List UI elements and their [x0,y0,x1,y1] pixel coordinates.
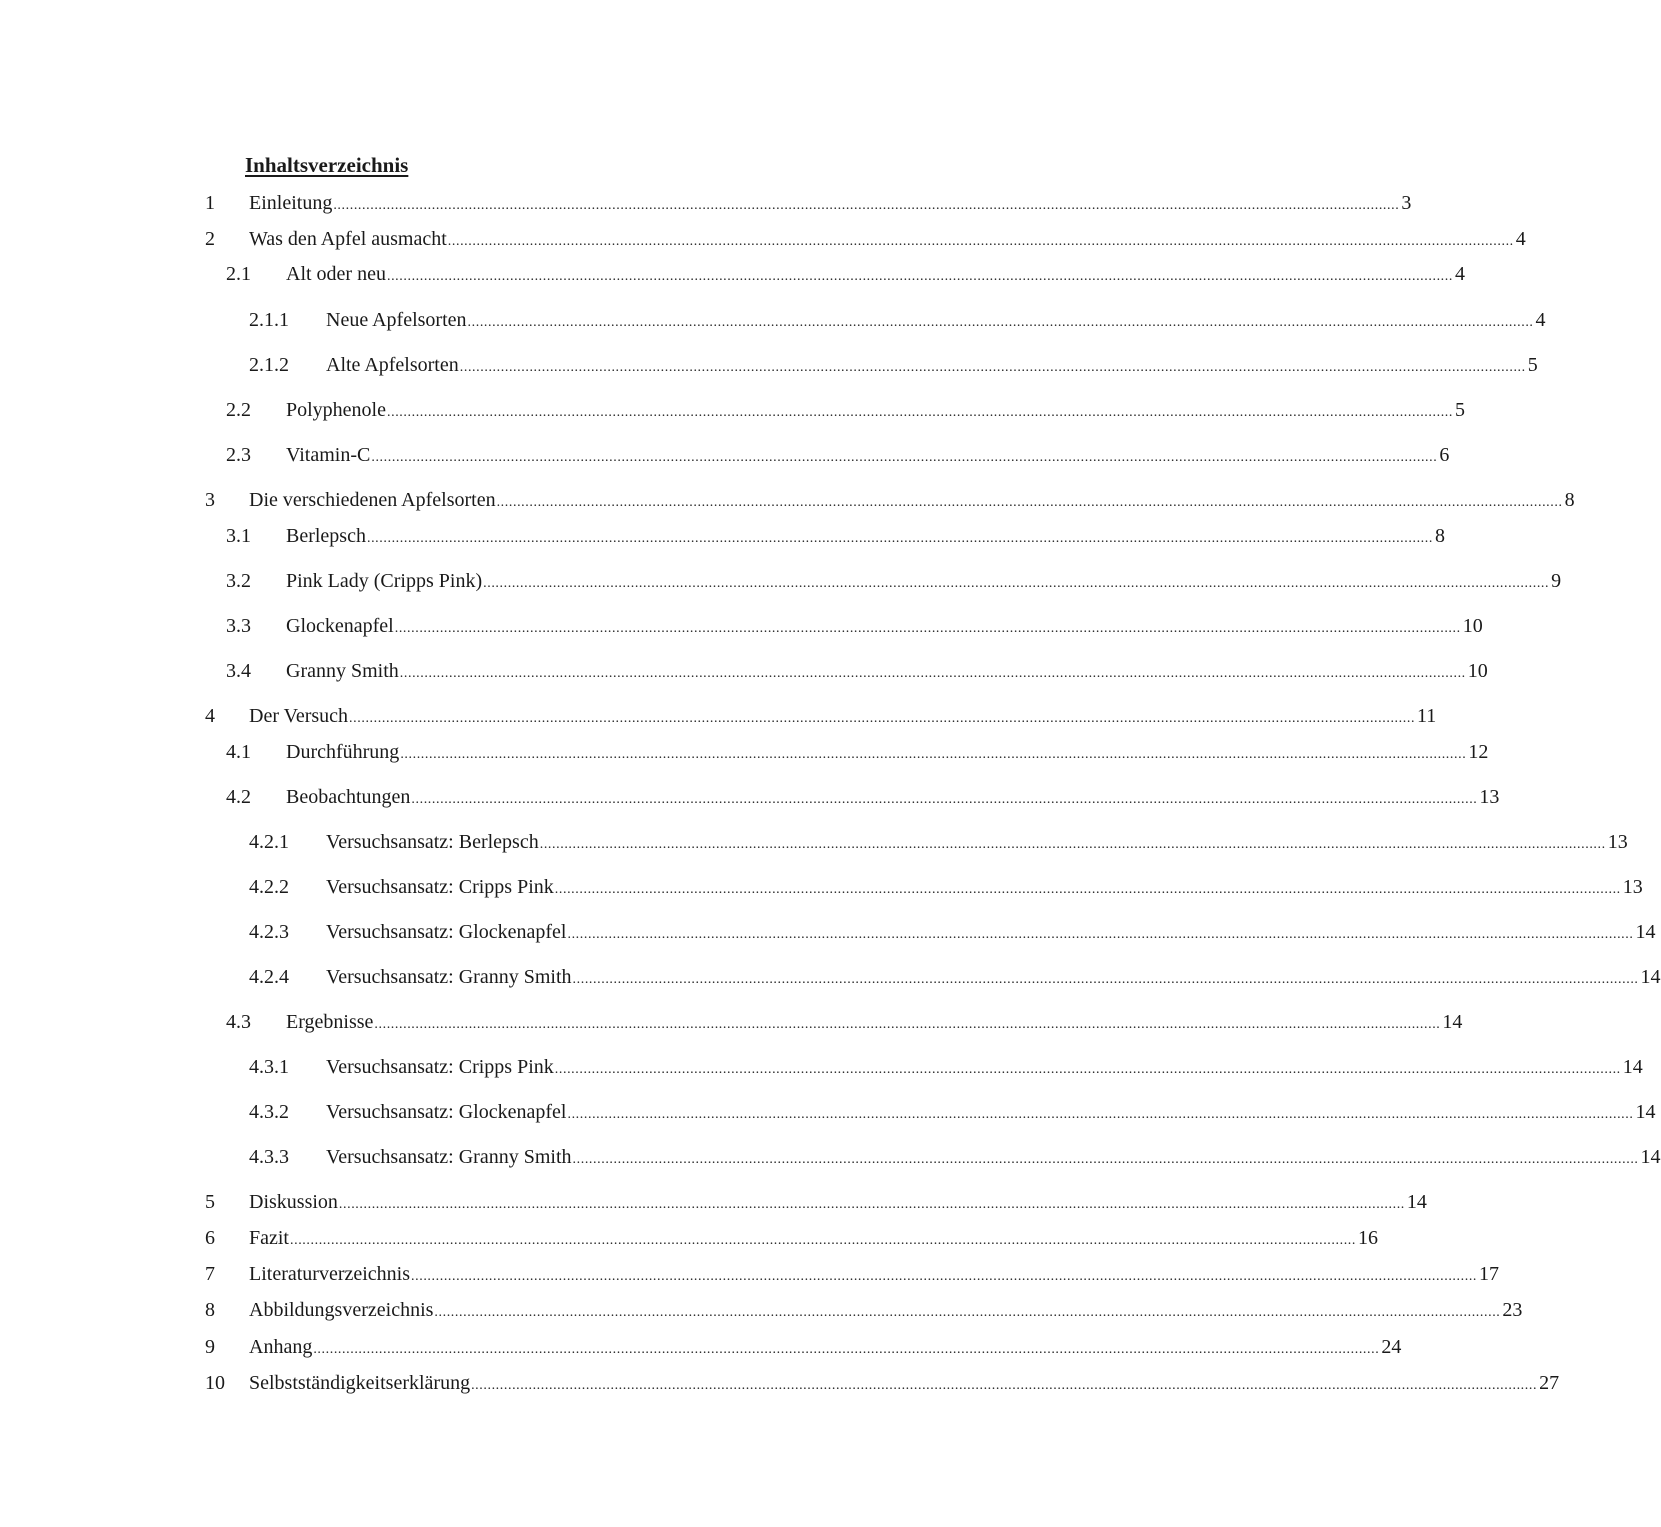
dot-leader: .................................................................................................................................................................................................................................................................... [290,1233,1356,1248]
toc-entry-title[interactable]: Berlepsch [286,525,366,547]
toc-entry-number: 2 [205,228,215,250]
toc-entry-number: 2.3 [226,444,251,466]
toc-entry-number: 4.2.1 [249,831,289,853]
toc-entry-title[interactable]: Granny Smith [286,660,399,682]
toc-entry-number: 7 [205,1263,215,1285]
toc-entry-title[interactable]: Diskussion [249,1191,338,1213]
toc-entry-line [249,1224,1378,1255]
toc-entry-page: 6 [1439,444,1450,466]
toc-entry-page: 23 [1502,1299,1523,1321]
toc-entry-number: 3.3 [226,615,251,637]
toc-entry-line [286,783,1500,814]
toc-entry-page: 17 [1479,1263,1500,1285]
toc-entry-line [249,702,1437,733]
toc-entry-number: 4.3.3 [249,1146,289,1168]
toc-entry[interactable] [0,1143,1661,1171]
toc-entry-line [249,486,1575,517]
toc-entry-title[interactable]: Anhang [249,1336,313,1358]
toc-entry-title[interactable]: Durchführung [286,741,400,763]
toc-entry-title[interactable]: Polyphenole [286,399,386,421]
toc-entry[interactable] [0,657,1488,685]
dot-leader: .................................................................................................................................................................................................................................................................... [386,269,1453,284]
toc-entry[interactable] [0,189,1412,217]
toc-entry-page: 16 [1358,1227,1378,1249]
dot-leader: .................................................................................................................................................................................................................................................................... [567,1107,1634,1122]
toc-entry-page: 4 [1454,263,1465,285]
toc-entry[interactable] [0,783,1500,811]
dot-leader: .................................................................................................................................................................................................................................................................... [434,1305,1501,1320]
toc-entry-line [326,828,1628,859]
toc-entry-line [286,612,1483,643]
toc-entry-line [286,396,1465,427]
toc-entry-number: 2.1 [226,263,251,285]
toc-entry-title[interactable]: Literaturverzeichnis [249,1263,411,1285]
toc-entry-line [249,1260,1500,1291]
dot-leader: .................................................................................................................................................................................................................................................................... [554,882,1621,897]
toc-entry-page: 13 [1622,876,1643,898]
dot-leader: .................................................................................................................................................................................................................................................................... [539,837,1606,852]
toc-entry[interactable] [0,702,1437,730]
toc-entry-line [249,189,1412,220]
toc-entry-title[interactable]: Vitamin-C [286,444,371,466]
toc-entry-page: 8 [1564,489,1575,511]
toc-entry-title[interactable]: Die verschiedenen Apfelsorten [249,489,496,511]
toc-entry-number: 4.2.3 [249,921,289,943]
toc-entry-line [286,441,1450,472]
toc-entry-title[interactable]: Alt oder neu [286,263,386,285]
toc-entry[interactable] [0,1224,1378,1252]
toc-entry-page: 4 [1535,309,1546,331]
dot-leader: .................................................................................................................................................................................................................................................................... [400,747,1467,762]
toc-entry-page: 24 [1381,1336,1402,1358]
toc-entry-line [286,1008,1463,1039]
toc-entry-page: 14 [1635,1101,1656,1123]
toc-entry[interactable] [0,873,1643,901]
toc-entry[interactable] [0,522,1445,550]
toc-entry-number: 3 [205,489,215,511]
toc-entry[interactable] [0,1260,1500,1288]
toc-entry-page: 14 [1406,1191,1427,1213]
toc-entry-line [326,306,1546,337]
toc-entry-page: 13 [1607,831,1628,853]
toc-title: Inhaltsverzeichnis [245,153,409,177]
toc-entry[interactable] [0,1333,1402,1361]
dot-leader: .................................................................................................................................................................................................................................................................... [411,792,1478,807]
dot-leader: .................................................................................................................................................................................................................................................................... [371,450,1438,465]
toc-entry-page: 14 [1635,921,1656,943]
toc-entry-title[interactable]: Ergebnisse [286,1011,374,1033]
toc-entry-line [286,260,1465,291]
toc-entry-page: 9 [1551,570,1562,592]
toc-entry-title[interactable]: Versuchsansatz: Cripps Pink [326,876,554,898]
toc-entry[interactable] [0,918,1656,946]
toc-entry-title[interactable]: Versuchsansatz: Berlepsch [326,831,539,853]
dot-leader: .................................................................................................................................................................................................................................................................... [349,711,1416,726]
toc-entry-page: 10 [1462,615,1483,637]
toc-entry-number: 4.2.2 [249,876,289,898]
toc-entry-number: 4.3 [226,1011,251,1033]
toc-entry[interactable] [0,567,1562,595]
toc-entry-page: 4 [1515,228,1526,250]
dot-leader: .................................................................................................................................................................................................................................................................... [366,531,1433,546]
toc-entry-page: 8 [1434,525,1445,547]
toc-entry-number: 4.2 [226,786,251,808]
toc-entry-number: 3.2 [226,570,251,592]
toc-entry-line [249,1333,1402,1364]
toc-entry-line [249,1369,1560,1400]
toc-entry-line [286,738,1489,769]
toc-entry-line [249,225,1526,256]
toc-entry[interactable] [0,351,1538,379]
toc-entry[interactable] [0,260,1465,288]
toc-entry[interactable] [0,486,1575,514]
toc-entry-line [326,873,1643,904]
toc-entry-number: 3.1 [226,525,251,547]
toc-entry[interactable] [0,225,1526,253]
dot-leader: .................................................................................................................................................................................................................................................................... [333,198,1400,213]
toc-entry[interactable] [0,738,1489,766]
dot-leader: .................................................................................................................................................................................................................................................................... [471,1378,1538,1393]
toc-entry-title[interactable]: Was den Apfel ausmacht [249,228,447,250]
dot-leader: .................................................................................................................................................................................................................................................................... [572,1152,1639,1167]
dot-leader: .................................................................................................................................................................................................................................................................... [338,1197,1405,1212]
dot-leader: .................................................................................................................................................................................................................................................................... [411,1269,1478,1284]
toc-entry-page: 13 [1479,786,1500,808]
toc-entry-page: 14 [1640,1146,1661,1168]
toc-entry-title[interactable]: Der Versuch [249,705,349,727]
dot-leader: .................................................................................................................................................................................................................................................................... [374,1017,1441,1032]
dot-leader: .................................................................................................................................................................................................................................................................... [399,666,1466,681]
toc-entry[interactable] [0,306,1546,334]
toc-entry-number: 1 [205,192,215,214]
toc-entry-title[interactable]: Pink Lady (Cripps Pink) [286,570,483,592]
dot-leader: .................................................................................................................................................................................................................................................................... [459,360,1526,375]
toc-entry-number: 5 [205,1191,215,1213]
toc-entry-line [326,351,1538,382]
toc-entry-number: 4.2.4 [249,966,289,988]
dot-leader: .................................................................................................................................................................................................................................................................... [387,405,1453,420]
toc-entry-page: 11 [1417,705,1437,727]
toc-entry-number: 3.4 [226,660,251,682]
toc-entry[interactable] [0,396,1465,424]
toc-entry-line [249,1296,1523,1327]
toc-entry-title[interactable]: Alte Apfelsorten [326,354,459,376]
toc-entry-line [249,1188,1427,1219]
toc-entry-title[interactable]: Versuchsansatz: Granny Smith [326,1146,572,1168]
dot-leader: .................................................................................................................................................................................................................................................................... [313,1342,1380,1357]
toc-entry-title[interactable]: Beobachtungen [286,786,411,808]
toc-entry-number: 8 [205,1299,215,1321]
toc-entry-line [286,567,1562,598]
toc-entry-title[interactable]: Selbstständigkeitserklärung [249,1372,471,1394]
toc-entry-page: 14 [1640,966,1661,988]
toc-entry-page: 5 [1527,354,1538,376]
toc-entry-page: 14 [1622,1056,1643,1078]
dot-leader: .................................................................................................................................................................................................................................................................... [572,972,1639,987]
toc-entry-title[interactable]: Glockenapfel [286,615,394,637]
dot-leader: .................................................................................................................................................................................................................................................................... [394,621,1461,636]
dot-leader: .................................................................................................................................................................................................................................................................... [447,234,1514,249]
toc-entry-title[interactable]: Abbildungsverzeichnis [249,1299,434,1321]
toc-entry[interactable] [0,1053,1643,1081]
dot-leader: .................................................................................................................................................................................................................................................................... [483,576,1550,591]
toc-entry-title[interactable]: Versuchsansatz: Glockenapfel [326,921,567,943]
toc-entry[interactable] [0,1369,1560,1397]
toc-entry-title[interactable]: Versuchsansatz: Glockenapfel [326,1101,567,1123]
toc-entry-page: 3 [1401,192,1412,214]
toc-entry-number: 4.3.1 [249,1056,289,1078]
dot-leader: .................................................................................................................................................................................................................................................................... [567,927,1634,942]
toc-entry-line [326,1098,1656,1129]
dot-leader: .................................................................................................................................................................................................................................................................... [467,315,1534,330]
toc-entry-number: 2.2 [226,399,251,421]
toc-entry-line [286,522,1445,553]
dot-leader: .................................................................................................................................................................................................................................................................... [496,495,1563,510]
toc-entry[interactable] [0,828,1628,856]
toc-entry-page: 5 [1455,399,1465,421]
toc-entry-line [326,1143,1661,1174]
toc-entry-title[interactable]: Versuchsansatz: Cripps Pink [326,1056,554,1078]
toc-entry-line [326,963,1661,994]
toc-entry-number: 2.1.2 [249,354,289,376]
toc-entry-line [326,1053,1643,1084]
toc-entry-page: 14 [1442,1011,1463,1033]
toc-entry[interactable] [0,1296,1523,1324]
toc-entry-title[interactable]: Versuchsansatz: Granny Smith [326,966,572,988]
toc-entry-line [286,657,1488,688]
toc-entry[interactable] [0,612,1483,640]
toc-entry[interactable] [0,1188,1427,1216]
dot-leader: .................................................................................................................................................................................................................................................................... [554,1062,1621,1077]
toc-entry[interactable] [0,1098,1656,1126]
toc-entry-line [326,918,1656,949]
toc-entry-number: 4.3.2 [249,1101,289,1123]
toc-entry-page: 12 [1468,741,1489,763]
toc-entry-number: 2.1.1 [249,309,289,331]
toc-entry[interactable] [0,1008,1463,1036]
toc-entry[interactable] [0,963,1661,991]
toc-entry-number: 4 [205,705,215,727]
toc-entry-title[interactable]: Fazit [249,1227,289,1249]
toc-entry[interactable] [0,441,1450,469]
toc-entry-title[interactable]: Neue Apfelsorten [326,309,467,331]
toc-entry-number: 10 [205,1372,225,1394]
toc-entry-number: 6 [205,1227,215,1249]
toc-entry-number: 9 [205,1336,215,1358]
toc-entry-page: 27 [1539,1372,1560,1394]
toc-entry-page: 10 [1467,660,1488,682]
toc-entry-title[interactable]: Einleitung [249,192,333,214]
toc-entry-number: 4.1 [226,741,251,763]
